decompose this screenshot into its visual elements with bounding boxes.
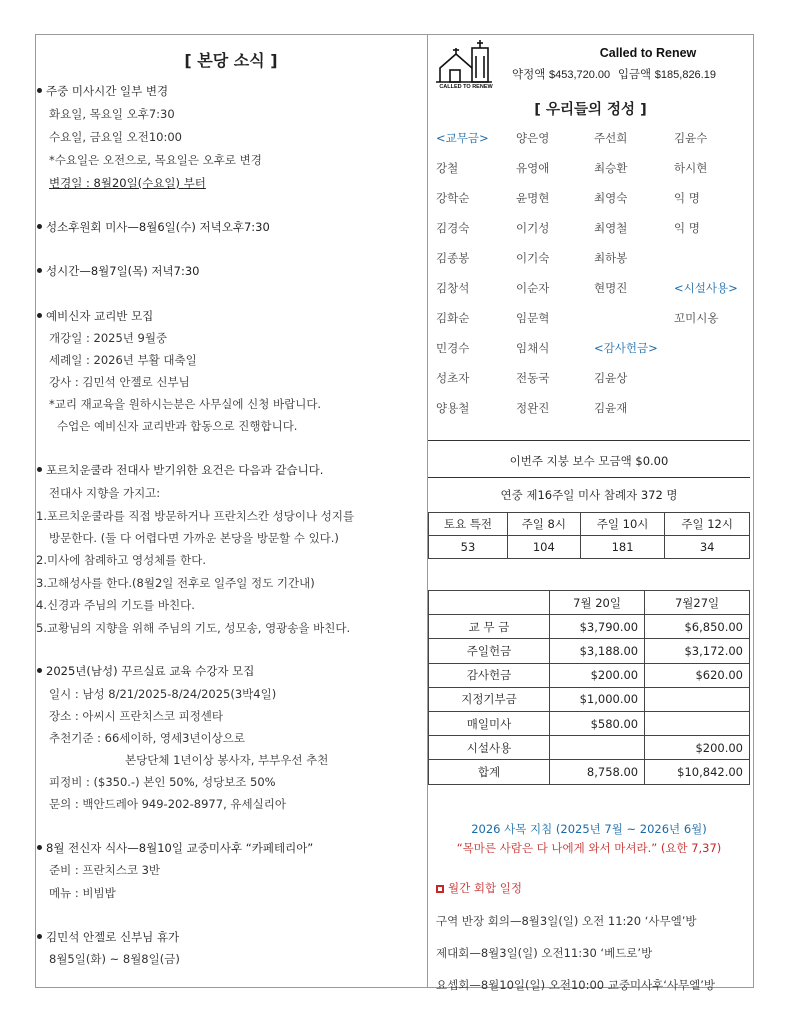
finance-label: 합계 [429, 760, 550, 784]
portiuncula-line: 방문한다. (둘 다 어렵다면 가까운 본당을 방문할 수 있다.) [49, 531, 339, 545]
cursillo-line: 추천기준 : 66세이하, 영세3년이상으로 [49, 731, 245, 745]
finance-label: 교 무 금 [429, 615, 550, 639]
finance-label: 지정기부금 [429, 687, 550, 711]
attendance-value-cell: 181 [580, 536, 665, 559]
donor-name: 익 명 [674, 191, 700, 205]
donor-name: 김창석 [436, 281, 470, 295]
attendance-value-cell: 34 [665, 536, 750, 559]
monthly-meeting-title: 월간 회합 일정 [448, 881, 522, 895]
donor-name: 윤명현 [516, 191, 550, 205]
finance-amount: 8,758.00 [550, 760, 645, 784]
finance-amount: $1,000.00 [550, 687, 645, 711]
mass-time-line: 수요일, 금요일 오전10:00 [49, 130, 182, 144]
donor-name: 양용철 [436, 401, 470, 415]
paid-label: 입금액 [617, 67, 652, 81]
cursillo-line: 피정비 : ($350.-) 본인 50%, 성당보조 50% [49, 775, 276, 789]
finance-row [429, 639, 750, 663]
attendance-header-cell: 토요 특전 [429, 513, 508, 536]
finance-header-row [429, 591, 750, 615]
finance-label: 주일헌금 [429, 639, 550, 663]
portiuncula-line: 4.신경과 주님의 기도를 바친다. [36, 598, 195, 612]
pastoral-policy-title: 2026 사목 지침 (2025년 7월 ~ 2026년 6월) [471, 822, 707, 836]
pledge-amount: $453,720.00 [548, 69, 611, 81]
attendance-value-cell: 53 [429, 536, 508, 559]
donor-category-label: <감사헌금> [594, 341, 658, 355]
donor-name: 하시현 [674, 161, 708, 175]
finance-amount: $200.00 [550, 663, 645, 687]
logo-caption: CALLED TO RENEW [439, 84, 493, 90]
catechumen-line: 강사 : 김민석 안젤로 신부님 [49, 375, 190, 389]
catechumen-line: 개강일 : 2025년 9월중 [49, 331, 168, 345]
square-bullet-icon [436, 885, 444, 893]
donor-name: 익 명 [674, 221, 700, 235]
finance-amount: $3,172.00 [645, 639, 750, 663]
cursillo-heading: 2025년(남성) 꾸르실료 교육 수강자 모집 [36, 663, 254, 679]
donor-name: 최하봉 [594, 251, 628, 265]
donor-name: 민경수 [436, 341, 470, 355]
finance-row [429, 615, 750, 639]
mass-time-change-date: 변경일 : 8월20일(수요일) 부터 [49, 176, 206, 190]
called-to-renew-logo [434, 38, 498, 94]
cursillo-line: 문의 : 백안드레아 949-202-8977, 유세실리아 [49, 797, 286, 811]
portiuncula-heading: 포르치운쿨라 전대사 받기위한 요건은 다음과 같습니다. [36, 462, 323, 478]
donor-name: 유영애 [516, 161, 550, 175]
offerings-heading: [ 우리들의 정성 ] [534, 102, 647, 118]
donor-name: 최영철 [594, 221, 628, 235]
donor-name: 정완진 [516, 401, 550, 415]
finance-amount: $580.00 [550, 711, 645, 735]
catechumen-line: 세례일 : 2026년 부활 대축일 [49, 353, 197, 367]
donor-name: 강철 [436, 161, 459, 175]
finance-row [429, 736, 750, 760]
vacation-line: 8월5일(화) ~ 8월8일(금) [49, 952, 180, 966]
mass-time-heading: 주중 미사시간 일부 변경 [36, 83, 168, 99]
finance-amount [645, 711, 750, 735]
finance-label: 감사헌금 [429, 663, 550, 687]
finance-row [429, 687, 750, 711]
meeting-item: 제대회—8월3일(일) 오전11:30 ‘베드로’방 [436, 946, 653, 960]
portiuncula-line: 2.미사에 참례하고 영성체를 한다. [36, 553, 207, 567]
attendance-table [428, 512, 750, 559]
finance-amount: $3,188.00 [550, 639, 645, 663]
attendance-header-cell: 주일 10시 [580, 513, 665, 536]
attendance-header-cell: 주일 12시 [665, 513, 750, 536]
donor-name: 현명진 [594, 281, 628, 295]
portiuncula-line: 3.고해성사를 한다.(8월2일 전후로 일주일 정도 기간내) [36, 576, 315, 590]
portiuncula-line: 1.포르치운쿨라를 직접 방문하거나 프란치스칸 성당이나 성지를 [36, 509, 355, 523]
finance-total-row [429, 760, 750, 784]
donor-name: 김윤상 [594, 371, 628, 385]
donor-name: 김경숙 [436, 221, 470, 235]
catechumen-line: *교리 재교육을 원하시는분은 사무실에 신청 바랍니다. [49, 397, 322, 411]
cursillo-line: 본당단체 1년이상 봉사자, 부부우선 추천 [125, 753, 329, 767]
offerings-column [428, 34, 753, 992]
cursillo-line: 일시 : 남성 8/21/2025-8/24/2025(3박4일) [49, 687, 277, 701]
mass-time-line: 화요일, 목요일 오후7:30 [49, 107, 175, 121]
finance-header-cell [429, 591, 550, 615]
roof-fund-line: 이번주 지붕 보수 모금액 $0.00 [509, 454, 669, 468]
finance-amount: $620.00 [645, 663, 750, 687]
mass-time-line: *수요일은 오전으로, 목요일은 오후로 변경 [49, 153, 262, 167]
finance-header-cell: 7월 20일 [550, 591, 645, 615]
campaign-amounts [512, 66, 752, 82]
donor-name: 이순자 [516, 281, 550, 295]
portiuncula-line: 전대사 지향을 가지고: [49, 486, 161, 500]
attendance-title: 연중 제16주일 미사 참례자 372 명 [500, 488, 678, 502]
donor-name: 최영숙 [594, 191, 628, 205]
finance-amount: $6,850.00 [645, 615, 750, 639]
finance-row [429, 711, 750, 735]
meeting-item: 구역 반장 회의—8월3일(일) 오전 11:20 ‘사무엘’방 [436, 914, 697, 928]
donor-name: 최승환 [594, 161, 628, 175]
called-to-renew-title: Called to Renew [599, 46, 697, 60]
donor-name: 김윤재 [594, 401, 628, 415]
catechumen-heading: 예비신자 교리반 모집 [36, 308, 153, 324]
donor-name: 전동국 [516, 371, 550, 385]
portiuncula-line: 5.교황님의 지향을 위해 주님의 기도, 성모송, 영광송을 바친다. [36, 621, 351, 635]
donor-name: 강학순 [436, 191, 470, 205]
finance-label: 매일미사 [429, 711, 550, 735]
finance-amount [645, 687, 750, 711]
donor-name: 김종봉 [436, 251, 470, 265]
paid-amount: $185,826.19 [654, 69, 716, 81]
donor-name: 꼬미시옹 [674, 311, 719, 325]
finance-label: 시설사용 [429, 736, 550, 760]
attendance-value-row [429, 536, 750, 559]
newcomer-meal-line: 메뉴 : 비빔밥 [49, 886, 116, 900]
vacation-heading: 김민석 안젤로 신부님 휴가 [36, 929, 179, 945]
newcomer-meal-line: 준비 : 프란치스코 3반 [49, 863, 161, 877]
holy-hour-notice: 성시간—8월7일(목) 저녁7:30 [36, 263, 199, 279]
finance-header-cell: 7월27일 [645, 591, 750, 615]
finance-amount: $10,842.00 [645, 760, 750, 784]
donor-name: 성초자 [436, 371, 470, 385]
cursillo-line: 장소 : 아씨시 프란치스코 피정센타 [49, 709, 224, 723]
donor-category-label: <시설사용> [674, 281, 738, 295]
finance-row [429, 663, 750, 687]
donor-name: 주선희 [594, 131, 628, 145]
donor-category-label: <교무금> [436, 131, 489, 145]
divider [428, 477, 750, 478]
attendance-header-row [429, 513, 750, 536]
catechumen-line: 수업은 예비신자 교리반과 합동으로 진행합니다. [57, 419, 298, 433]
divider [428, 440, 750, 441]
donor-name: 양은영 [516, 131, 550, 145]
parish-news-title: [ 본당 소식 ] [184, 51, 278, 70]
finance-table [428, 590, 750, 785]
meeting-item: 요셉회—8월10일(일) 오전10:00 교중미사후‘사무엘’방 [436, 978, 716, 992]
donor-name: 임문혁 [516, 311, 550, 325]
donor-name: 임채식 [516, 341, 550, 355]
finance-amount [550, 736, 645, 760]
newcomer-meal-heading: 8월 전신자 식사—8월10일 교중미사후 “카페테리아” [36, 840, 313, 856]
monthly-meeting-heading [436, 880, 522, 896]
donor-name: 김윤수 [674, 131, 708, 145]
donor-name: 김화순 [436, 311, 470, 325]
finance-amount: $200.00 [645, 736, 750, 760]
pastoral-policy-verse: “목마른 사람은 다 나에게 와서 마셔라.” (요한 7,37) [456, 841, 722, 855]
donor-name: 이기숙 [516, 251, 550, 265]
vocation-mass-notice: 성소후원회 미사—8월6일(수) 저녁오후7:30 [36, 219, 270, 235]
attendance-header-cell: 주일 8시 [507, 513, 580, 536]
finance-amount: $3,790.00 [550, 615, 645, 639]
attendance-value-cell: 104 [507, 536, 580, 559]
pledge-label: 약정액 [512, 67, 546, 81]
donor-name: 이기성 [516, 221, 550, 235]
